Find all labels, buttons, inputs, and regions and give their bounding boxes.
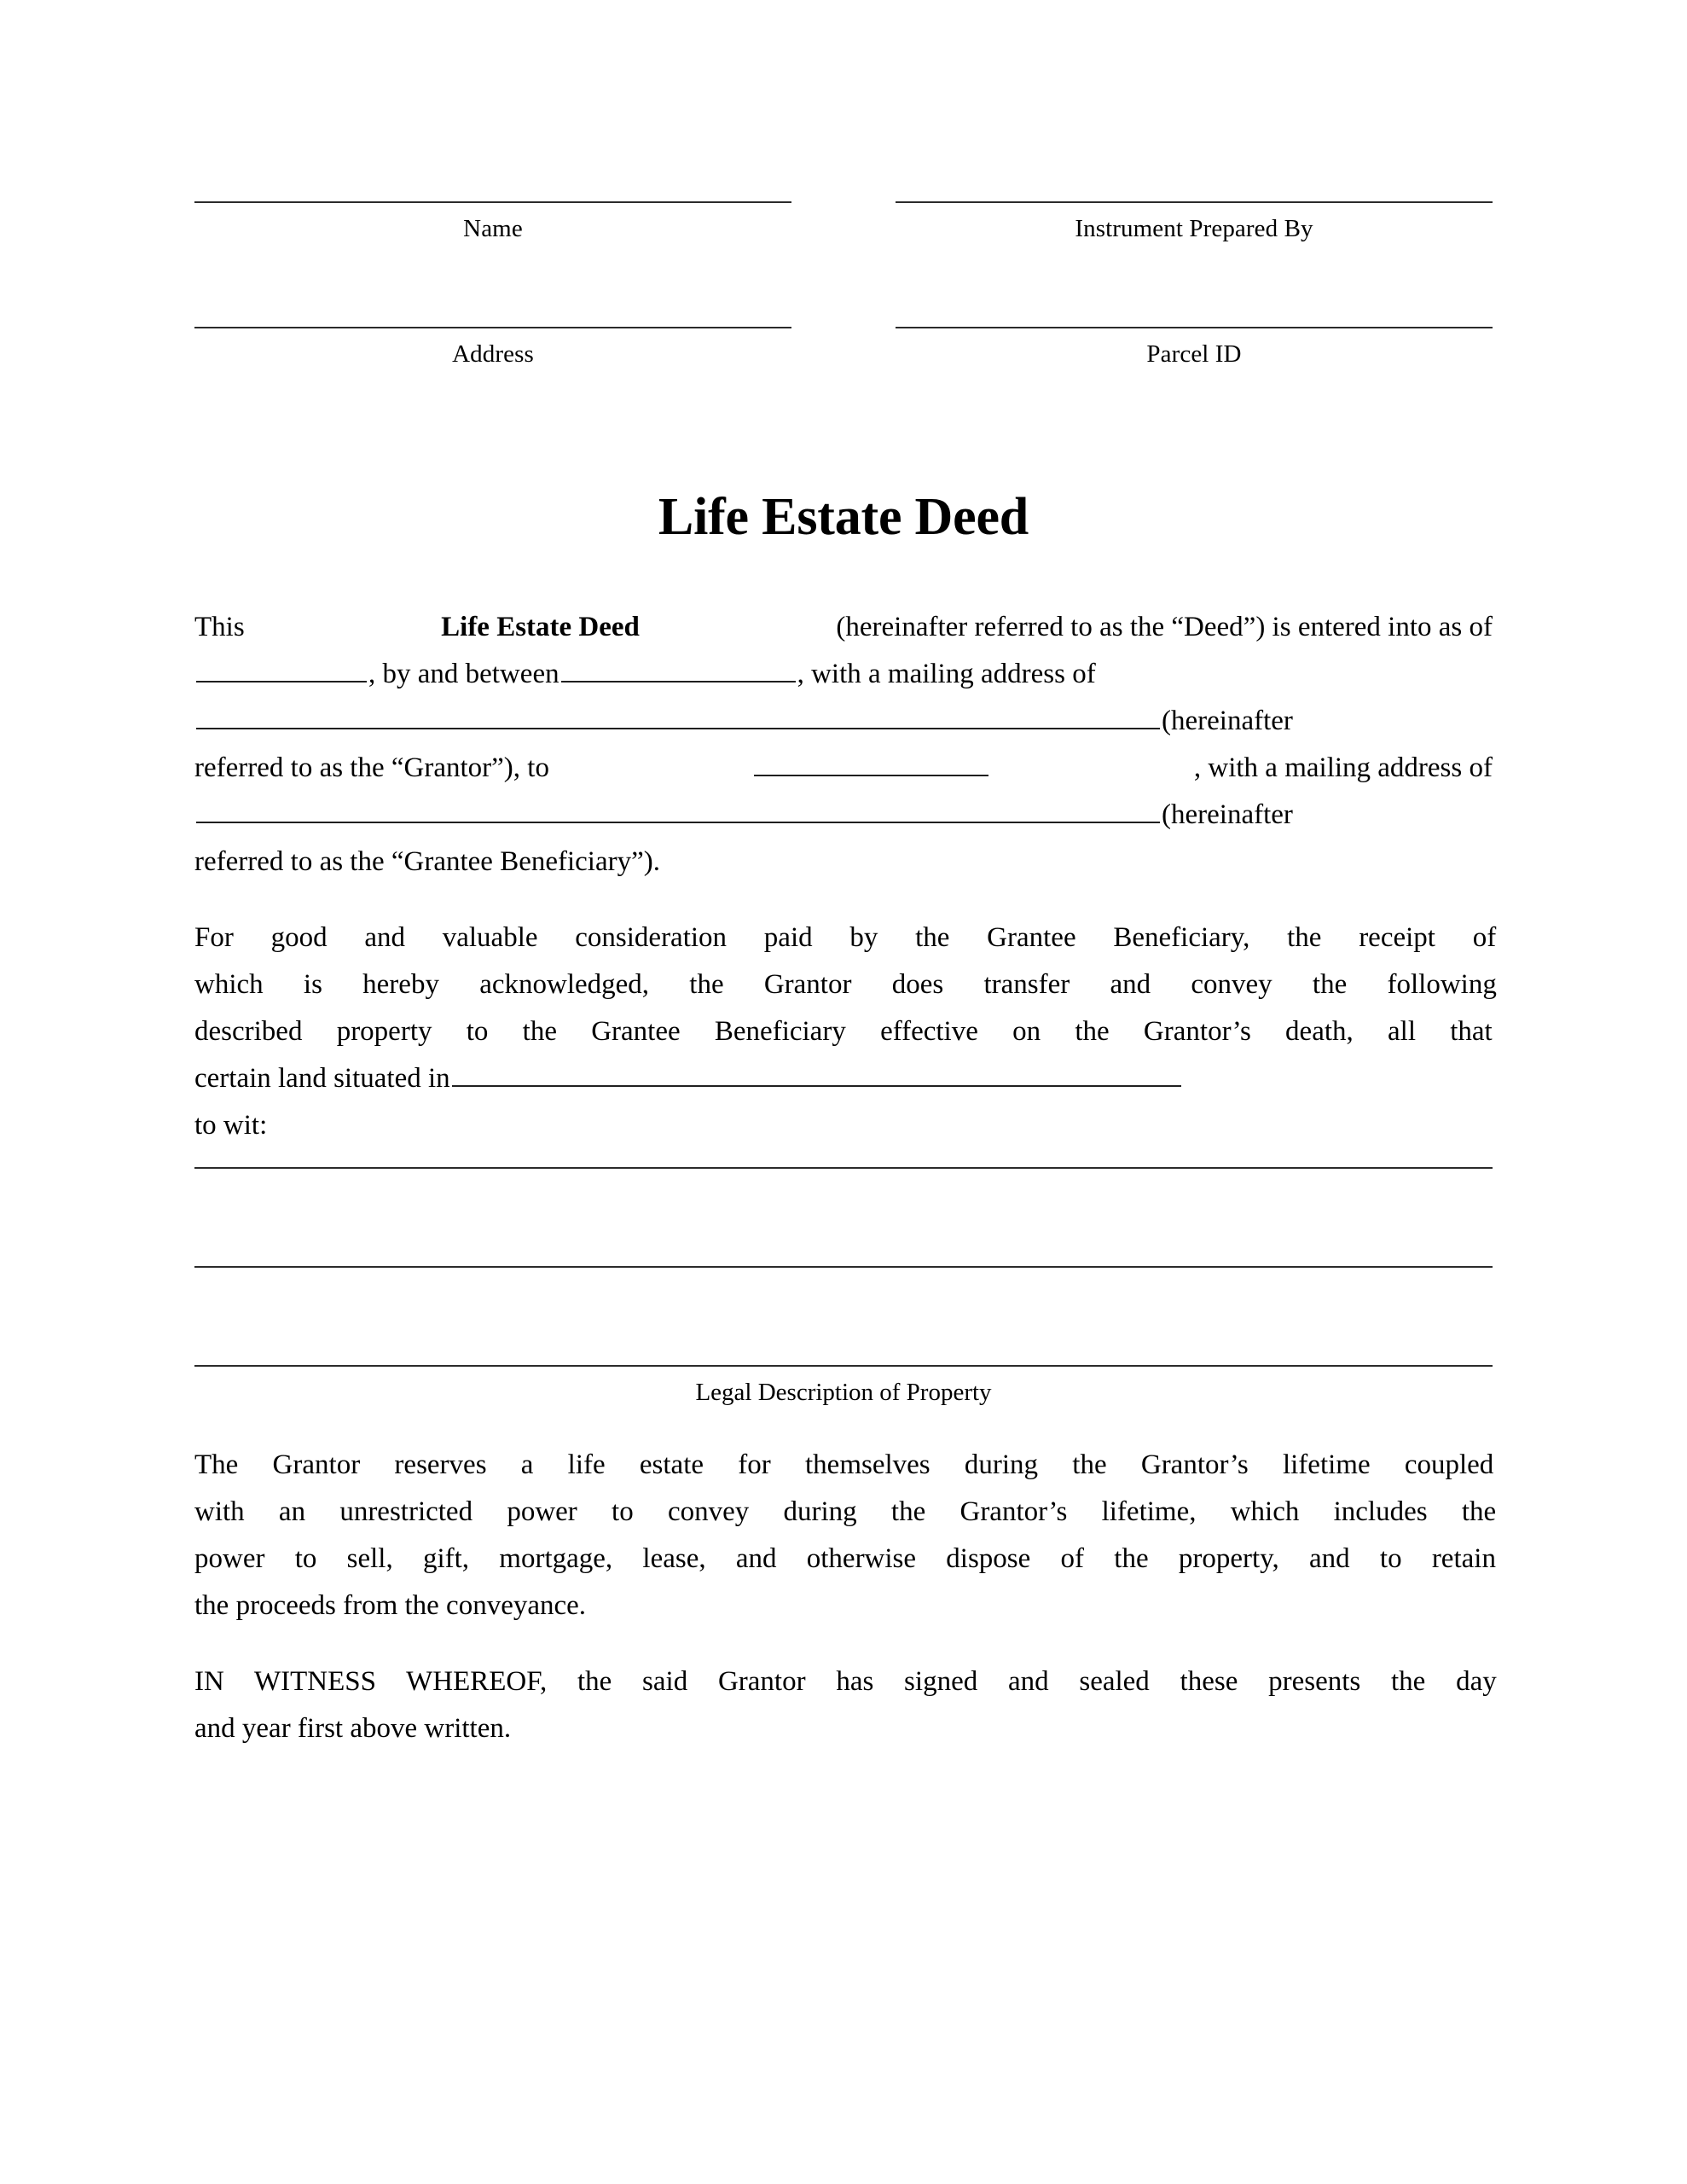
address-field-line[interactable] <box>194 327 791 328</box>
intro-term-bold: Life Estate Deed <box>441 612 640 642</box>
grantee-address-blank[interactable] <box>196 796 1160 823</box>
address-field-cell <box>194 327 791 369</box>
parcel-id-field-cell <box>896 327 1493 369</box>
intro-with-mailing-1: , with a mailing address of <box>797 659 1096 689</box>
intro-line-5 <box>194 792 1493 839</box>
instrument-prepared-by-field-line[interactable] <box>896 201 1493 203</box>
header-row-1 <box>194 201 1493 244</box>
parcel-id-field-line[interactable] <box>896 327 1493 328</box>
consideration-text-4: certain land situated in <box>194 1063 450 1094</box>
intro-line-3 <box>194 698 1493 745</box>
parcel-id-caption: Parcel ID <box>1146 340 1242 369</box>
reservation-line-2 <box>194 1489 1497 1536</box>
reservation-text-1: The Grantor reserves a life estate for themselves during the Grantor’s lifetime coupled <box>194 1449 1494 1480</box>
witness-line-1 <box>194 1658 1497 1705</box>
intro-referred-grantee: referred to as the “Grantee Beneficiary”). <box>194 846 660 877</box>
consideration-paragraph <box>194 915 1497 1149</box>
intro-hereinafter-2: (hereinafter <box>1162 799 1293 830</box>
header-row-2 <box>194 327 1493 369</box>
consideration-text-1: For good and valuable consideration paid by the Grantee Beneficiary, the receipt of <box>194 922 1497 953</box>
intro-this-word: This <box>194 612 245 642</box>
legal-description-block <box>194 1167 1493 1407</box>
intro-with-mailing-2: , with a mailing address of <box>1193 752 1493 783</box>
witness-text-1: IN WITNESS WHEREOF, the said Grantor has signed and sealed these presents the day <box>194 1666 1497 1697</box>
instrument-prepared-by-caption: Instrument Prepared By <box>1075 215 1313 242</box>
grantee-name-blank[interactable] <box>754 749 988 776</box>
header-fields <box>194 201 1493 370</box>
name-field-caption: Name <box>463 215 523 242</box>
instrument-prepared-by-field-cell <box>896 201 1493 244</box>
consideration-line-4 <box>194 1055 1493 1102</box>
intro-referred-grantor: referred to as the “Grantor”), to <box>194 752 549 783</box>
land-situated-blank[interactable] <box>452 1060 1181 1087</box>
grantor-address-blank[interactable] <box>196 702 1160 729</box>
consideration-line-1 <box>194 915 1497 961</box>
name-field-cell <box>194 201 791 244</box>
consideration-line-2 <box>194 961 1497 1008</box>
body-content <box>194 604 1497 1149</box>
legal-description-caption: Legal Description of Property <box>695 1379 992 1406</box>
witness-paragraph <box>194 1658 1497 1752</box>
consideration-line-3 <box>194 1008 1493 1055</box>
closing-content <box>194 1442 1497 1752</box>
reservation-line-3 <box>194 1536 1496 1583</box>
page-title: Life Estate Deed <box>658 488 1029 546</box>
witness-text-2: and year first above written. <box>194 1713 512 1744</box>
intro-hereinafter-1: (hereinafter <box>1162 706 1293 736</box>
address-field-caption: Address <box>452 340 534 369</box>
intro-after-term: (hereinafter referred to as the “Deed”) is entered into as of <box>836 612 1493 642</box>
name-field-line[interactable] <box>194 201 791 203</box>
reservation-paragraph <box>194 1442 1497 1629</box>
intro-line-4 <box>194 745 1493 792</box>
intro-line-1 <box>194 604 1493 651</box>
consideration-to-wit: to wit: <box>194 1110 268 1141</box>
legal-spacer-2 <box>194 1268 1493 1365</box>
reservation-line-4 <box>194 1583 1493 1629</box>
consideration-line-5 <box>194 1102 1493 1149</box>
reservation-text-4: the proceeds from the conveyance. <box>194 1590 587 1621</box>
intro-line-2 <box>194 651 1493 698</box>
consideration-text-2: which is hereby acknowledged, the Grantor does transfer and convey the following <box>194 969 1497 1000</box>
legal-spacer-1 <box>194 1169 1493 1266</box>
witness-line-2 <box>194 1705 1493 1752</box>
legal-description-line-3[interactable] <box>194 1365 1493 1367</box>
intro-paragraph <box>194 604 1493 886</box>
reservation-line-1 <box>194 1442 1493 1489</box>
reservation-text-3: power to sell, gift, mortgage, lease, and otherwise dispose of the property, and to retain <box>194 1543 1496 1574</box>
grantor-name-blank[interactable] <box>561 655 796 682</box>
intro-by-and-between: , by and between <box>368 659 559 689</box>
consideration-text-3: described property to the Grantee Beneficiary effective on the Grantor’s death, all that <box>194 1016 1493 1047</box>
intro-line-6 <box>194 839 1493 886</box>
date-blank[interactable] <box>196 655 367 682</box>
reservation-text-2: with an unrestricted power to convey during the Grantor’s lifetime, which includes the <box>194 1496 1497 1527</box>
